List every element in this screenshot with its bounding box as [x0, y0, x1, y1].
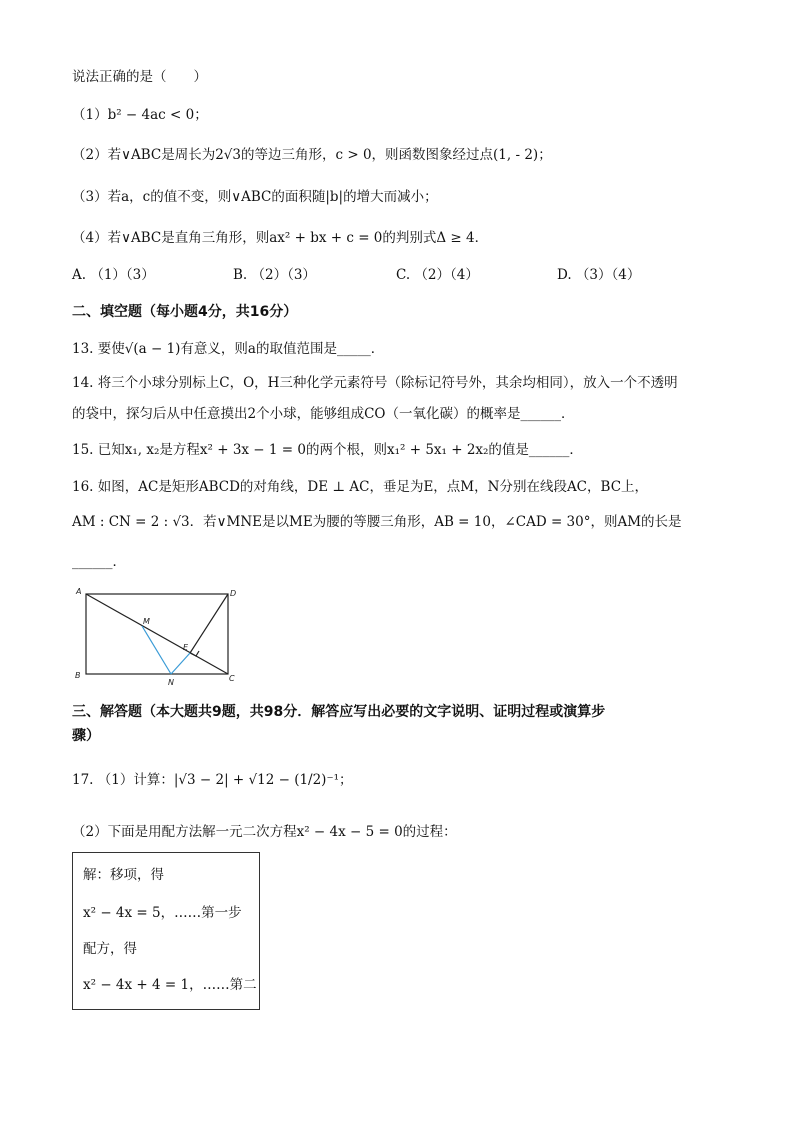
question-17-part-1: 17. （1）计算：|√3 − 2| + √12 − (1/2)⁻¹； — [72, 772, 353, 788]
section-3-title-line-1: 三、解答题（本大题共9题，共98分．解答应写出必要的文字说明、证明过程或演算步 — [72, 704, 606, 720]
question-14-line-1: 14. 将三个小球分别标上C，O，H三种化学元素符号（除标记符号外，其余均相同），放入一个不透明 — [72, 375, 678, 391]
option-a: A. （1）（3） — [72, 267, 155, 283]
q12-statement-4: （4）若∨ABC是直角三角形，则ax² + bx + c = 0的判别式Δ ≥ 4． — [72, 230, 489, 246]
question-16-line-1: 16. 如图，AC是矩形ABCD的对角线，DE ⊥ AC，垂足为E，点M，N分别在线段AC，BC上， — [72, 479, 649, 495]
option-d: D. （3）（4） — [557, 267, 641, 283]
rectangle-figure — [72, 586, 242, 692]
solution-box — [72, 852, 260, 1010]
solution-line-3: 配方，得 — [83, 941, 137, 957]
label-m: M — [143, 617, 150, 626]
option-b: B. （2）（3） — [233, 267, 316, 283]
question-16-line-2: AM : CN = 2 : √3．若∨MNE是以ME为腰的等腰三角形，AB = 10，∠CAD = 30°，则AM的长是 — [72, 514, 682, 530]
question-14-line-2: 的袋中，探匀后从中任意摸出2个小球，能够组成CO（一氧化碳）的概率是______． — [72, 406, 575, 422]
section-2-title: 二、填空题（每小题4分，共16分） — [72, 304, 298, 320]
label-b: B — [75, 671, 81, 680]
q12-intro: 说法正确的是（ ） — [72, 69, 207, 85]
question-16-line-3: ______． — [72, 554, 126, 570]
label-d: D — [230, 589, 237, 598]
segment-de — [190, 594, 228, 653]
label-n: N — [168, 678, 174, 687]
solution-line-2: x² − 4x = 5，……第一步 — [83, 905, 242, 921]
question-17-part-2: （2）下面是用配方法解一元二次方程x² − 4x − 5 = 0的过程： — [72, 824, 457, 840]
label-e: E — [183, 643, 189, 652]
question-13: 13. 要使√(a − 1)有意义，则a的取值范围是_____． — [72, 341, 385, 357]
question-15: 15. 已知x₁, x₂是方程x² + 3x − 1 = 0的两个根，则x₁² + 5x₁ + 2x₂的值是______． — [72, 442, 583, 458]
q12-statement-1: （1）b² − 4ac < 0； — [72, 107, 208, 123]
option-c: C. （2）（4） — [396, 267, 479, 283]
q12-statement-2: （2）若∨ABC是周长为2√3的等边三角形，c > 0，则函数图象经过点(1, - 2)； — [72, 147, 552, 163]
q12-statement-3: （3）若a，c的值不变，则∨ABC的面积随|b|的增大而减小； — [72, 189, 438, 205]
label-c: C — [229, 674, 235, 683]
section-3-title-line-2: 骤） — [72, 728, 100, 744]
solution-line-1: 解：移项，得 — [83, 867, 164, 883]
label-a: A — [76, 587, 82, 596]
diagonal-ac — [86, 594, 228, 674]
segment-ne — [171, 653, 190, 674]
solution-line-4: x² − 4x + 4 = 1，……第二 — [83, 977, 257, 993]
